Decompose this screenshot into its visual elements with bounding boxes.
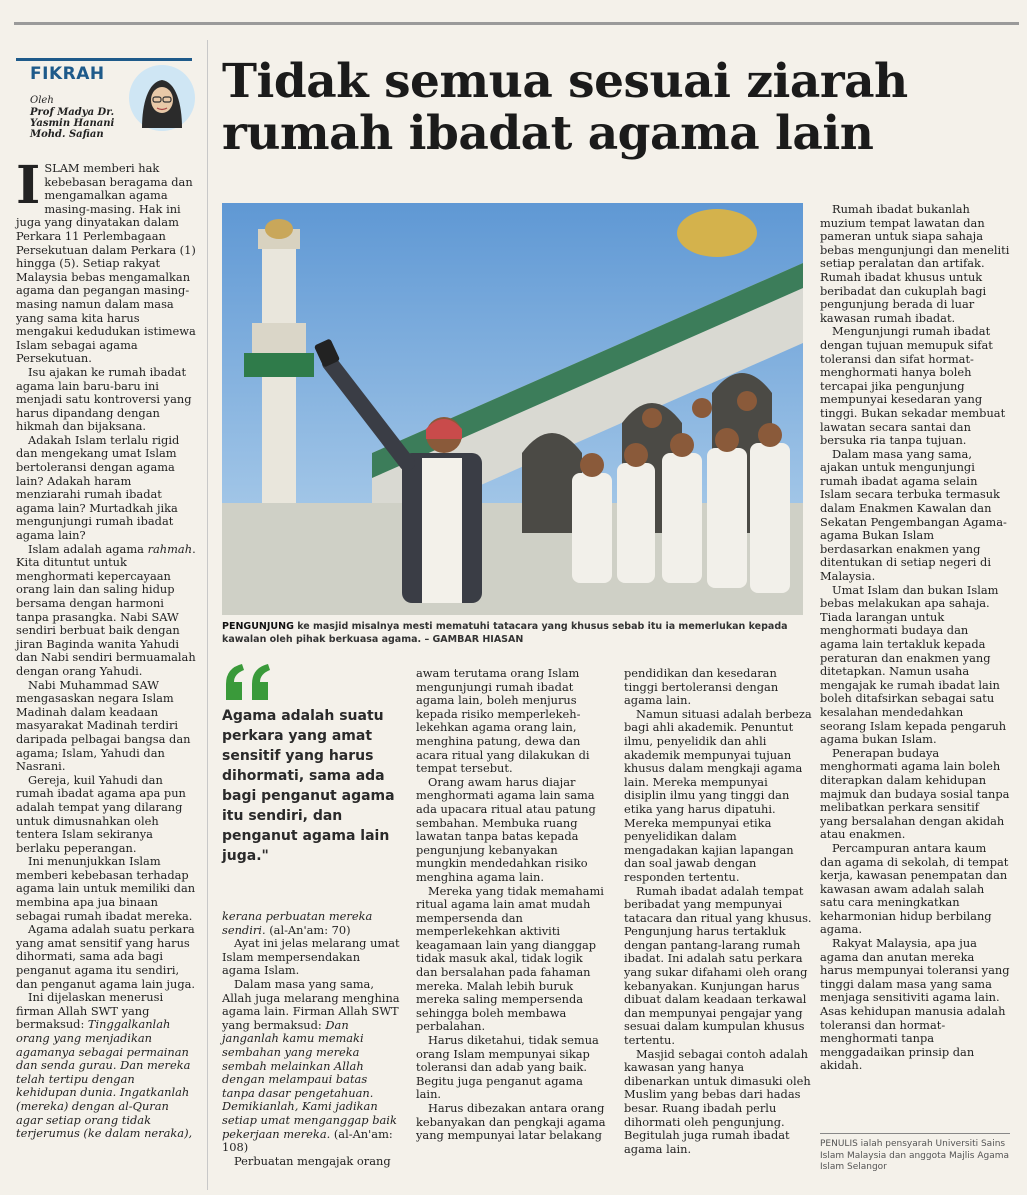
pull-quote-text: Agama adalah suatu perkara yang amat sensitif yang harus dihormati, sama ada bagi penganut agama itu sendiri, dan penganut agama lain juga."	[222, 708, 395, 864]
article-column-3	[416, 667, 606, 1143]
photo-credit: – GAMBAR HIASAN	[424, 634, 524, 645]
paragraph: Perbuatan mengajak orang	[234, 1153, 391, 1168]
paragraph: Gereja, kuil Yahudi dan rumah ibadat agama apa pun adalah tempat yang dilarang untuk dimusnahkan oleh tentera Islam sekiranya berlaku peperangan.	[16, 772, 186, 855]
article-column-4	[624, 667, 812, 1156]
paragraph: Agama adalah suatu perkara yang amat sensitif yang harus dihormati, sama ada bagi penganut agama itu sendiri, dan penganut agama lain juga.	[16, 922, 196, 991]
paragraph: Penerapan budaya menghormati agama lain boleh diterapkan dalam kehidupan majmuk dan budaya sosial tanpa melibatkan perkara sensitif yang bersalahan dengan akidah atau enakmen.	[820, 745, 1010, 842]
paragraph: pendidikan dan kesedaran tinggi bertoleransi dengan agama lain.	[624, 666, 779, 708]
mosque-visitors-photo	[222, 203, 803, 615]
paragraph: ISLAM memberi hak kebebasan beragama dan mengamalkan agama masing-masing. Hak ini juga yang dinyatakan dalam Perkara 11 Perlembagaan Persekutuan dalam Perkara (1) hingga (5). Setiap rakyat Malaysia bebas mengamalkan agama dan pegangan masing-masing namun dalam masa yang sama kita harus mengakui kedudukan istimewa Islam sebagai agama Persekutuan.	[16, 155, 196, 366]
drop-cap: I	[16, 155, 41, 216]
article-column-2	[222, 910, 402, 1168]
quote-mark-icon	[222, 660, 282, 706]
paragraph: Isu ajakan ke rumah ibadat agama lain baru-baru ini menjadi satu kontroversi yang harus dipandang dengan hikmah dan bijaksana.	[16, 364, 192, 434]
paragraph: Rumah ibadat adalah tempat beribadat yang mempunyai tatacara dan ritual yang khusus. Pengunjung harus tertakluk dengan pantang-larang rumah ibadat. Ini adalah satu perkara yang sukar difahami oleh orang kebanyakan. Kunjungan harus dibuat dalam keadaan terkawal dan mempunyai pengajar yang sesuai dalam kumpulan khusus tertentu.	[624, 883, 812, 1048]
byline-box	[16, 58, 192, 154]
paragraph: Adakah Islam terlalu rigid dan mengekang umat Islam bertoleransi dengan agama lain? Adakah haram menziarahi rumah ibadat agama lain? Murtadkah jika mengunjungi rumah ibadat agama lain?	[16, 432, 180, 543]
article-column-1	[16, 155, 196, 1141]
column-divider	[207, 40, 208, 1190]
photo-caption	[222, 620, 810, 646]
author-note: PENULIS ialah pensyarah Universiti Sains Islam Malaysia dan anggota Majlis Agama Islam Selangor	[820, 1133, 1010, 1174]
caption-lead: PENGUNJUNG	[222, 621, 294, 632]
paragraph: Mereka yang tidak memahami ritual agama lain amat mudah mempersenda dan memperlekehkan aktiviti keagamaan lain yang dianggap tidak masuk akal, tidak logik dan bersalahan pada fahaman mereka. Malah lebih buruk mereka saling mempersenda sehingga boleh membawa perbalahan.	[416, 883, 604, 1034]
article-column-5	[820, 203, 1010, 1073]
top-rule	[14, 22, 1019, 25]
paragraph: awam terutama orang Islam mengunjungi rumah ibadat agama lain, boleh menjurus kepada risiko memperlekeh-lekehkan agama orang lain, menghina patung, dewa dan acara ritual yang dilakukan di tempat tersebut.	[416, 666, 590, 776]
paragraph: Percampuran antara kaum dan agama di sekolah, di tempat kerja, kawasan penempatan dan kawasan awam adalah salah satu cara meningkatkan keharmonian hidup berbilang agama.	[820, 840, 1009, 937]
paragraph: Dalam masa yang sama, ajakan untuk mengunjungi rumah ibadat agama selain Islam secara terbuka termasuk dalam Enakmen Kawalan dan Sekatan Pengembangan Agama-agama Bukan Islam berdasarkan enakmen yang ditentukan di setiap negeri di Malaysia.	[820, 446, 1007, 584]
author-name: Prof Madya Dr. Yasmin Hanani Mohd. Safian	[30, 107, 115, 140]
paragraph: Ini menunjukkan Islam memberi kebebasan terhadap agama lain untuk memiliki dan membina apa jua binaan sebagai rumah ibadat mereka.	[16, 854, 196, 923]
byline-prefix: Oleh	[30, 95, 54, 106]
section-label: FIKRAH	[30, 64, 105, 84]
paragraph: Nabi Muhammad SAW mengasaskan negara Islam Madinah dalam keadaan masyarakat Madinah terdiri daripada pelbagai bangsa dan agama; Islam, Yahudi dan Nasrani.	[16, 677, 191, 774]
paragraph: Masjid sebagai contoh adalah kawasan yang hanya dibenarkan untuk dimasuki oleh Muslim yang bebas dari hadas besar. Ruang ibadah perlu dihormati oleh pengunjung. Begitulah juga rumah ibadat agama lain.	[624, 1046, 811, 1156]
paragraph: Dalam masa yang sama, Allah juga melarang menghina agama lain. Firman Allah SWT yang bermaksud: Dan janganlah kamu memaki sembahan yang mereka sembah melainkan Allah dengan melampaui batas tanpa dasar pengetahuan. Demikianlah, Kami jadikan setiap umat menganggap baik pekerjaan mereka. (al-An'am: 108)	[222, 976, 400, 1155]
paragraph: Mengunjungi rumah ibadat dengan tujuan memupuk sifat toleransi dan sifat hormat-menghormati hanya boleh tercapai jika pengunjung mempunyai kesedaran yang tinggi. Bukan sekadar membuat lawatan secara santai dan bersuka ria tanpa tujuan.	[820, 324, 1006, 448]
paragraph: Umat Islam dan bukan Islam bebas melakukan apa sahaja. Tiada larangan untuk menghormati budaya dan agama lain tertakluk kepada peraturan dan enakmen yang ditetapkan. Namun usaha mengajak ke rumah ibadat lain boleh ditafsirkan sebagai satu kesalahan mendedahkan seorang Islam kepada pengaruh agama bukan Islam.	[820, 582, 1007, 747]
caption-text: ke masjid misalnya mesti mematuhi tatacara yang khusus sebab itu ia memerlukan kepada kawalan oleh pihak berkuasa agama.	[222, 621, 788, 645]
byline-accent-bar	[16, 58, 192, 61]
paragraph: Rakyat Malaysia, apa jua agama dan anutan mereka harus mempunyai toleransi yang tinggi dalam masa yang sama menjaga sensitiviti agama lain. Asas kehidupan manusia adalah toleransi dan hormat-menghormati tanpa menggadaikan prinsip dan akidah.	[820, 936, 1010, 1073]
paragraph: kerana perbuatan mereka sendiri. (al-An'am: 70)	[222, 909, 373, 937]
paragraph: Harus dibezakan antara orang kebanyakan dan pengkaji agama yang mempunyai latar belakang	[416, 1101, 606, 1143]
paragraph: Ayat ini jelas melarang umat Islam mempersendakan agama Islam.	[222, 936, 400, 978]
paragraph: Harus diketahui, tidak semua orang Islam mempunyai sikap toleransi dan adab yang baik. Begitu juga penganut agama lain.	[416, 1033, 599, 1102]
paragraph: Rumah ibadat bukanlah muzium tempat lawatan dan pameran untuk siapa sahaja bebas mengunjungi dan meneliti setiap peralatan dan artifak. Rumah ibadat khusus untuk beribadat dan cukuplah bagi pengunjung berada di luar kawasan rumah ibadat.	[820, 202, 1010, 325]
paragraph: Ini dijelaskan menerusi firman Allah SWT yang bermaksud: Tinggalkanlah orang yang menjadikan agamanya sebagai permainan dan senda gurau. Dan mereka telah tertipu dengan kehidupan dunia. Ingatkanlah (mereka) dengan al-Quran agar setiap orang tidak terjerumus (ke dalam neraka),	[16, 990, 193, 1141]
paragraph: Orang awam harus diajar menghormati agama lain sama ada upacara ritual atau patung sembahan. Membuka ruang lawatan tanpa batas kepada pengunjung kebanyakan mungkin mendedahkan risiko menghina agama lain.	[416, 774, 596, 884]
author-avatar	[128, 64, 196, 132]
paragraph: Namun situasi adalah berbeza bagi ahli akademik. Penuntut ilmu, penyelidik dan ahli akademik mempunyai tujuan khusus dalam mengkaji agama lain. Mereka mempunyai disiplin ilmu yang tinggi dan etika yang harus dipatuhi. Mereka mempunyai etika penyelidikan dalam mengadakan kajian lapangan dan soal jawab dengan responden tertentu.	[624, 706, 812, 884]
article-headline: Tidak semua sesuai ziarah rumah ibadat agama lain	[222, 54, 908, 161]
paragraph: Islam adalah agama rahmah. Kita dituntut untuk menghormati kepercayaan orang lain dan saling hidup bersama dengan harmoni tanpa prasangka. Nabi SAW sendiri berbuat baik dengan jiran Baginda wanita Yahudi dan Nabi sendiri bermuamalah dengan orang Yahudi.	[16, 541, 196, 678]
